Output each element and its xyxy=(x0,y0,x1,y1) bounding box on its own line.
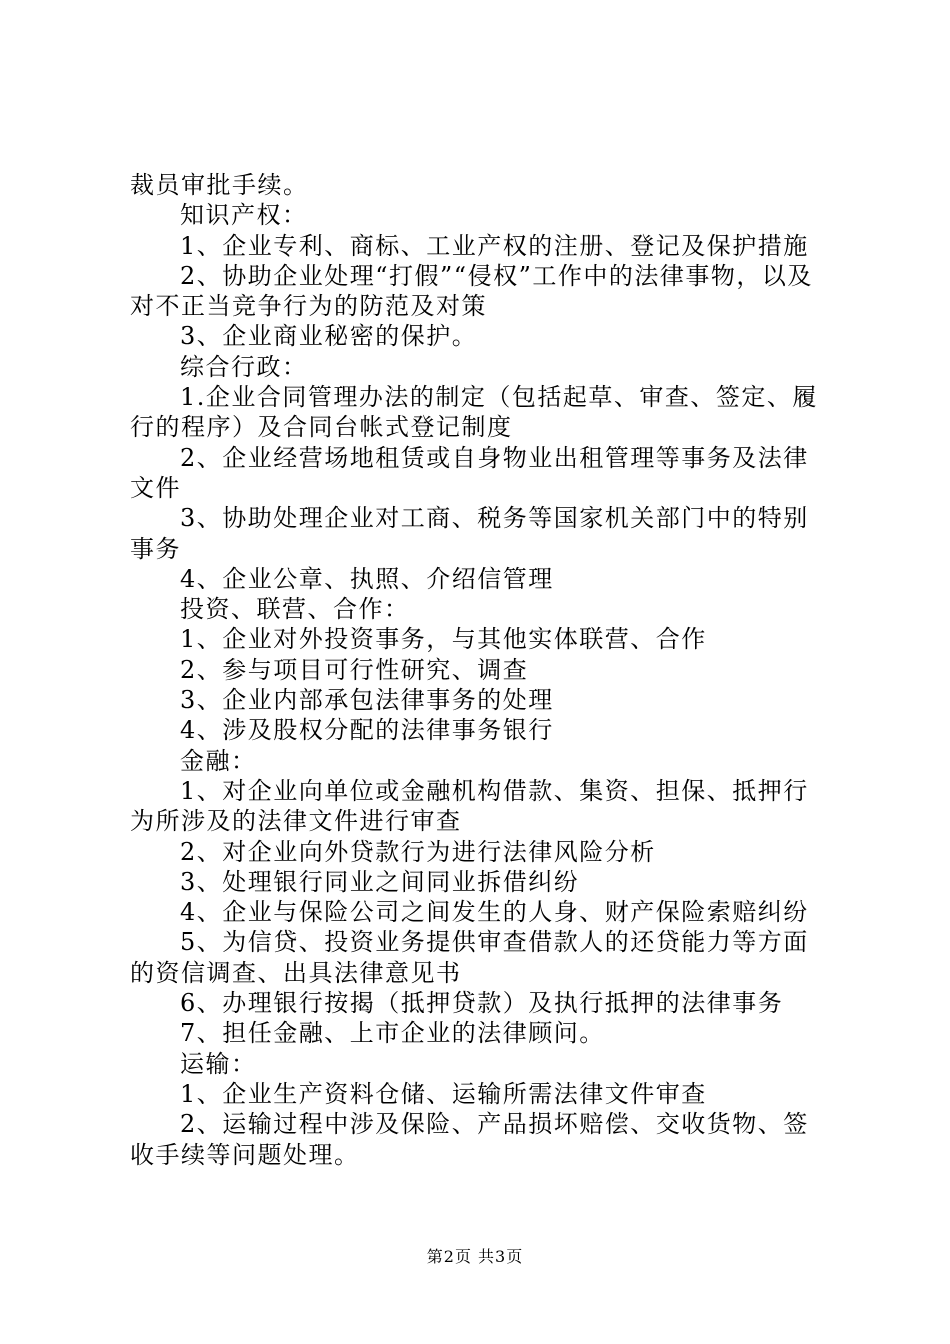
paragraph: 1、企业专利、商标、工业产权的注册、登记及保护措施 xyxy=(180,231,809,260)
page-footer: 第2页 共3页 xyxy=(426,1247,524,1266)
paragraph: 3、企业商业秘密的保护。 xyxy=(180,322,478,351)
paragraph: 3、企业内部承包法律事务的处理 xyxy=(180,686,554,715)
paragraph: 2、协助企业处理“打假”“侵权”工作中的法律事物，以及对不正当竞争行为的防范及对策 xyxy=(130,261,813,321)
paragraph: 4、企业公章、执照、介绍信管理 xyxy=(180,564,554,593)
paragraph: 4、企业与保险公司之间发生的人身、财产保险索赔纠纷 xyxy=(180,898,809,927)
paragraph: 4、涉及股权分配的法律事务银行 xyxy=(180,716,554,745)
paragraph: 1、企业生产资料仓储、运输所需法律文件审查 xyxy=(180,1079,707,1108)
paragraph: 2、对企业向外贷款行为进行法律风险分析 xyxy=(180,837,656,866)
paragraph: 2、运输过程中涉及保险、产品损坏赔偿、交收货物、签收手续等问题处理。 xyxy=(130,1110,809,1169)
paragraph: 1.企业合同管理办法的制定（包括起草、审查、签定、履行的程序）及合同台帐式登记制度 xyxy=(130,383,818,442)
section-heading-ip: 知识产权： xyxy=(180,201,308,230)
paragraph: 7、担任金融、上市企业的法律顾问。 xyxy=(180,1019,605,1048)
paragraph: 3、处理银行同业之间同业拆借纠纷 xyxy=(180,867,580,896)
paragraph: 2、参与项目可行性研究、调查 xyxy=(180,655,529,684)
paragraph: 1、对企业向单位或金融机构借款、集资、担保、抵押行为所涉及的法律文件进行审查 xyxy=(130,776,809,836)
paragraph: 5、为信贷、投资业务提供审查借款人的还贷能力等方面的资信调查、出具法律意见书 xyxy=(130,928,809,987)
paragraph: 1、企业对外投资事务，与其他实体联营、合作 xyxy=(180,625,707,654)
paragraph: 2、企业经营场地租赁或自身物业出租管理等事务及法律文件 xyxy=(130,443,809,502)
paragraph: 裁员审批手续。 xyxy=(130,171,309,199)
section-heading-transport: 运输： xyxy=(180,1049,257,1078)
document-body xyxy=(130,170,830,1170)
section-heading-investment: 投资、联营、合作： xyxy=(180,595,410,624)
paragraph: 6、办理银行按揭（抵押贷款）及执行抵押的法律事务 xyxy=(180,989,784,1018)
section-heading-finance: 金融： xyxy=(180,746,257,775)
paragraph: 3、协助处理企业对工商、税务等国家机关部门中的特别事务 xyxy=(130,504,809,563)
section-heading-admin: 综合行政： xyxy=(180,352,308,381)
